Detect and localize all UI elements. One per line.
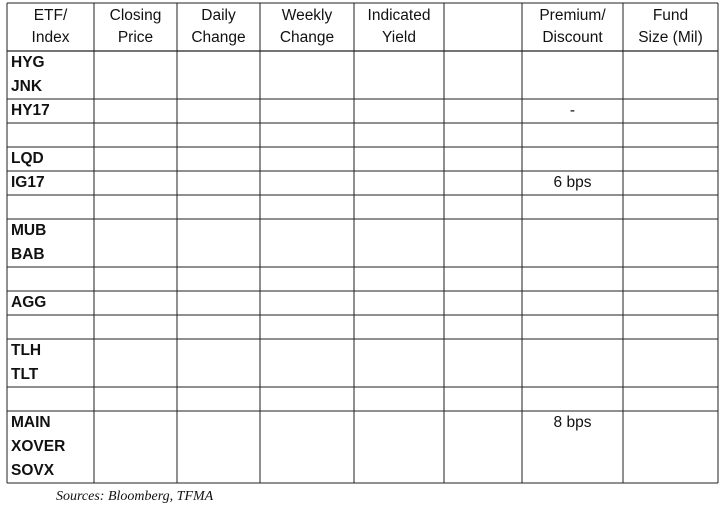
column-header: Size (Mil) <box>638 29 703 46</box>
ticker-cell: HY17 <box>11 102 50 119</box>
column-header: Discount <box>542 29 603 46</box>
column-header: Closing <box>109 7 162 24</box>
column-header: Premium/ <box>539 7 606 24</box>
table-cell: 8 bps <box>553 414 592 431</box>
ticker-cell: MUB <box>11 222 47 239</box>
ticker-cell: MAIN <box>11 414 51 431</box>
ticker-cell: BAB <box>11 246 45 263</box>
ticker-cell: IG17 <box>11 174 45 191</box>
ticker-cell: LQD <box>11 150 44 167</box>
column-header: Fund <box>652 7 689 24</box>
column-header: Daily <box>201 7 236 24</box>
column-header: Change <box>279 29 335 46</box>
ticker-cell: SOVX <box>11 462 55 479</box>
ticker-cell: TLH <box>11 342 42 359</box>
column-header: Yield <box>382 29 416 46</box>
ticker-cell: AGG <box>11 294 47 311</box>
column-header: Change <box>191 29 246 46</box>
ticker-cell: JNK <box>11 78 43 95</box>
column-header: ETF/ <box>33 7 68 24</box>
table-cell: - <box>569 102 576 119</box>
ticker-cell: XOVER <box>11 438 66 455</box>
column-header: Weekly <box>281 7 333 24</box>
table-cell: 6 bps <box>553 174 592 191</box>
column-header: Index <box>31 29 70 46</box>
source-note: Sources: Bloomberg, TFMA <box>56 489 214 504</box>
ticker-cell: TLT <box>11 366 39 383</box>
column-header: Indicated <box>367 7 431 24</box>
column-header: Price <box>117 29 154 46</box>
ticker-cell: HYG <box>11 54 45 71</box>
